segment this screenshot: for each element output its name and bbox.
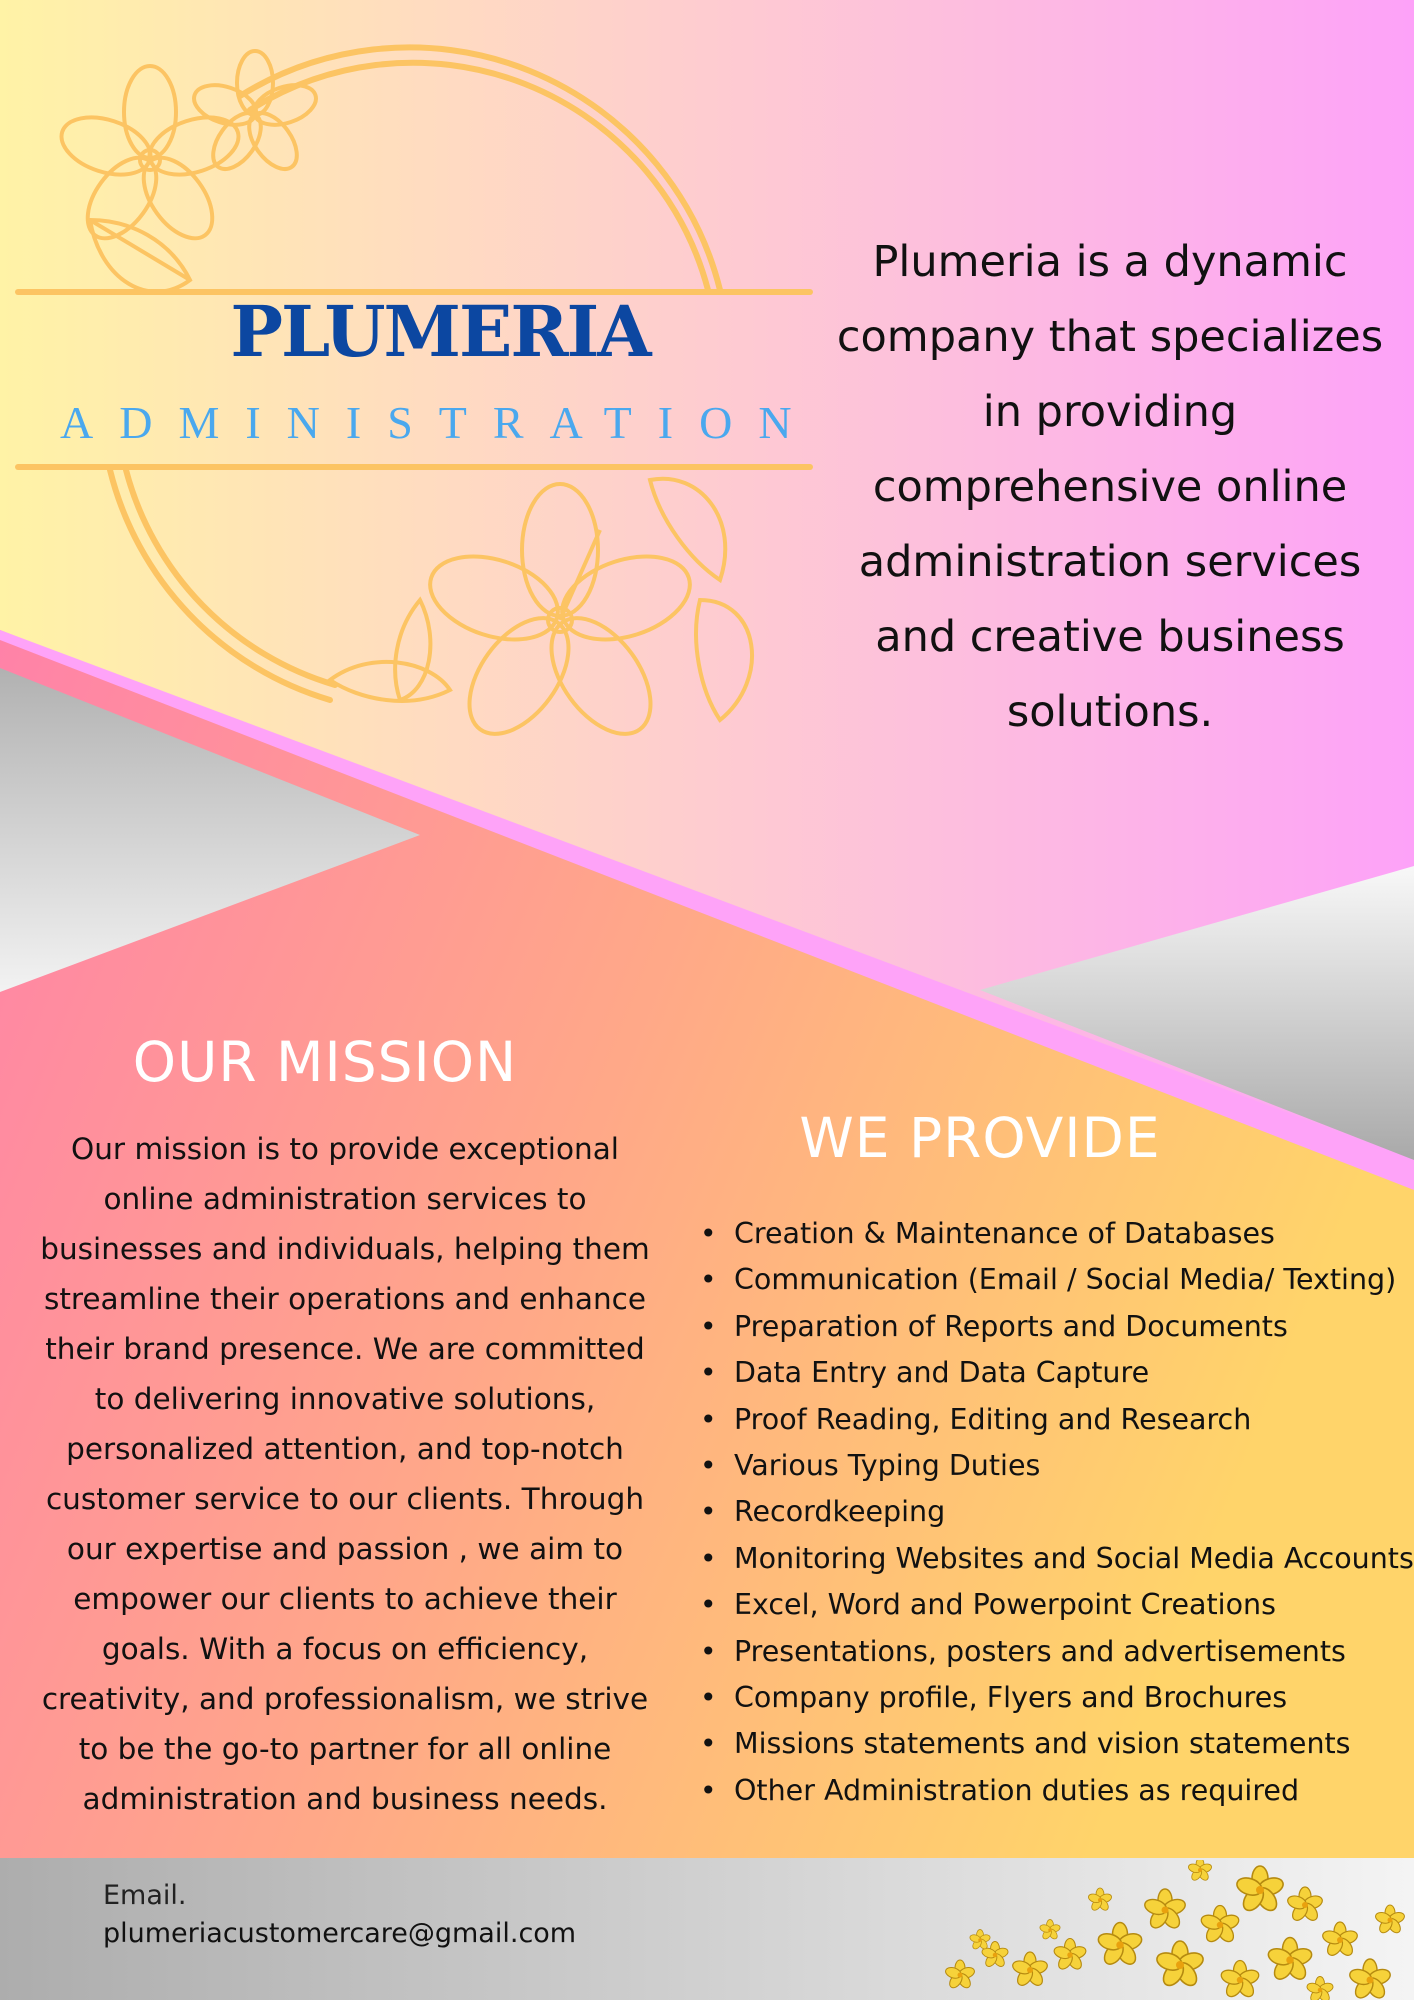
list-item: • Presentations, posters and advertisements xyxy=(698,1629,1414,1675)
mission-title: OUR MISSION xyxy=(132,1030,518,1094)
list-item: • Monitoring Websites and Social Media Accounts xyxy=(698,1536,1414,1582)
list-item: • Various Typing Duties xyxy=(698,1443,1414,1489)
brand-name: PLUMERIA xyxy=(230,290,650,373)
brand-subtitle: ADMINISTRATION xyxy=(60,397,818,448)
email-label: Email. xyxy=(103,1880,187,1911)
list-item: • Communication (Email / Social Media/ Texting) xyxy=(698,1257,1414,1303)
mission-text: Our mission is to provide exceptional online administration services to businesses and individuals, helping them streamline their operations and enhance their brand presence. We are committed to delivering innovative solutions, personalized attention, and top-notch customer service to our clients. Through our expertise and passion , we aim to empower our clients to achieve their goals. With a focus on efficiency, creativity, and professionalism, we strive to be the go-to partner for all online administration and business needs. xyxy=(40,1132,650,1816)
list-item: • Data Entry and Data Capture xyxy=(698,1350,1414,1396)
list-item: • Recordkeeping xyxy=(698,1489,1414,1535)
list-item: • Creation & Maintenance of Databases xyxy=(698,1211,1414,1257)
list-item: • Preparation of Reports and Documents xyxy=(698,1304,1414,1350)
list-item: • Company profile, Flyers and Brochures xyxy=(698,1675,1414,1721)
list-item: • Missions statements and vision statements xyxy=(698,1721,1414,1767)
email-address[interactable]: plumeriacustomercare@gmail.com xyxy=(103,1918,577,1949)
intro-text: Plumeria is a dynamic company that specializes in providing comprehensive online administration services and creative business solutions. xyxy=(836,237,1384,737)
provide-title: WE PROVIDE xyxy=(799,1106,1161,1170)
list-item: • Other Administration duties as required xyxy=(698,1768,1414,1814)
list-item: • Proof Reading, Editing and Research xyxy=(698,1397,1414,1443)
services-list xyxy=(698,1211,1414,1814)
scattered-plumeria-flowers-icon xyxy=(920,1860,1414,2000)
list-item: • Excel, Word and Powerpoint Creations xyxy=(698,1582,1414,1628)
